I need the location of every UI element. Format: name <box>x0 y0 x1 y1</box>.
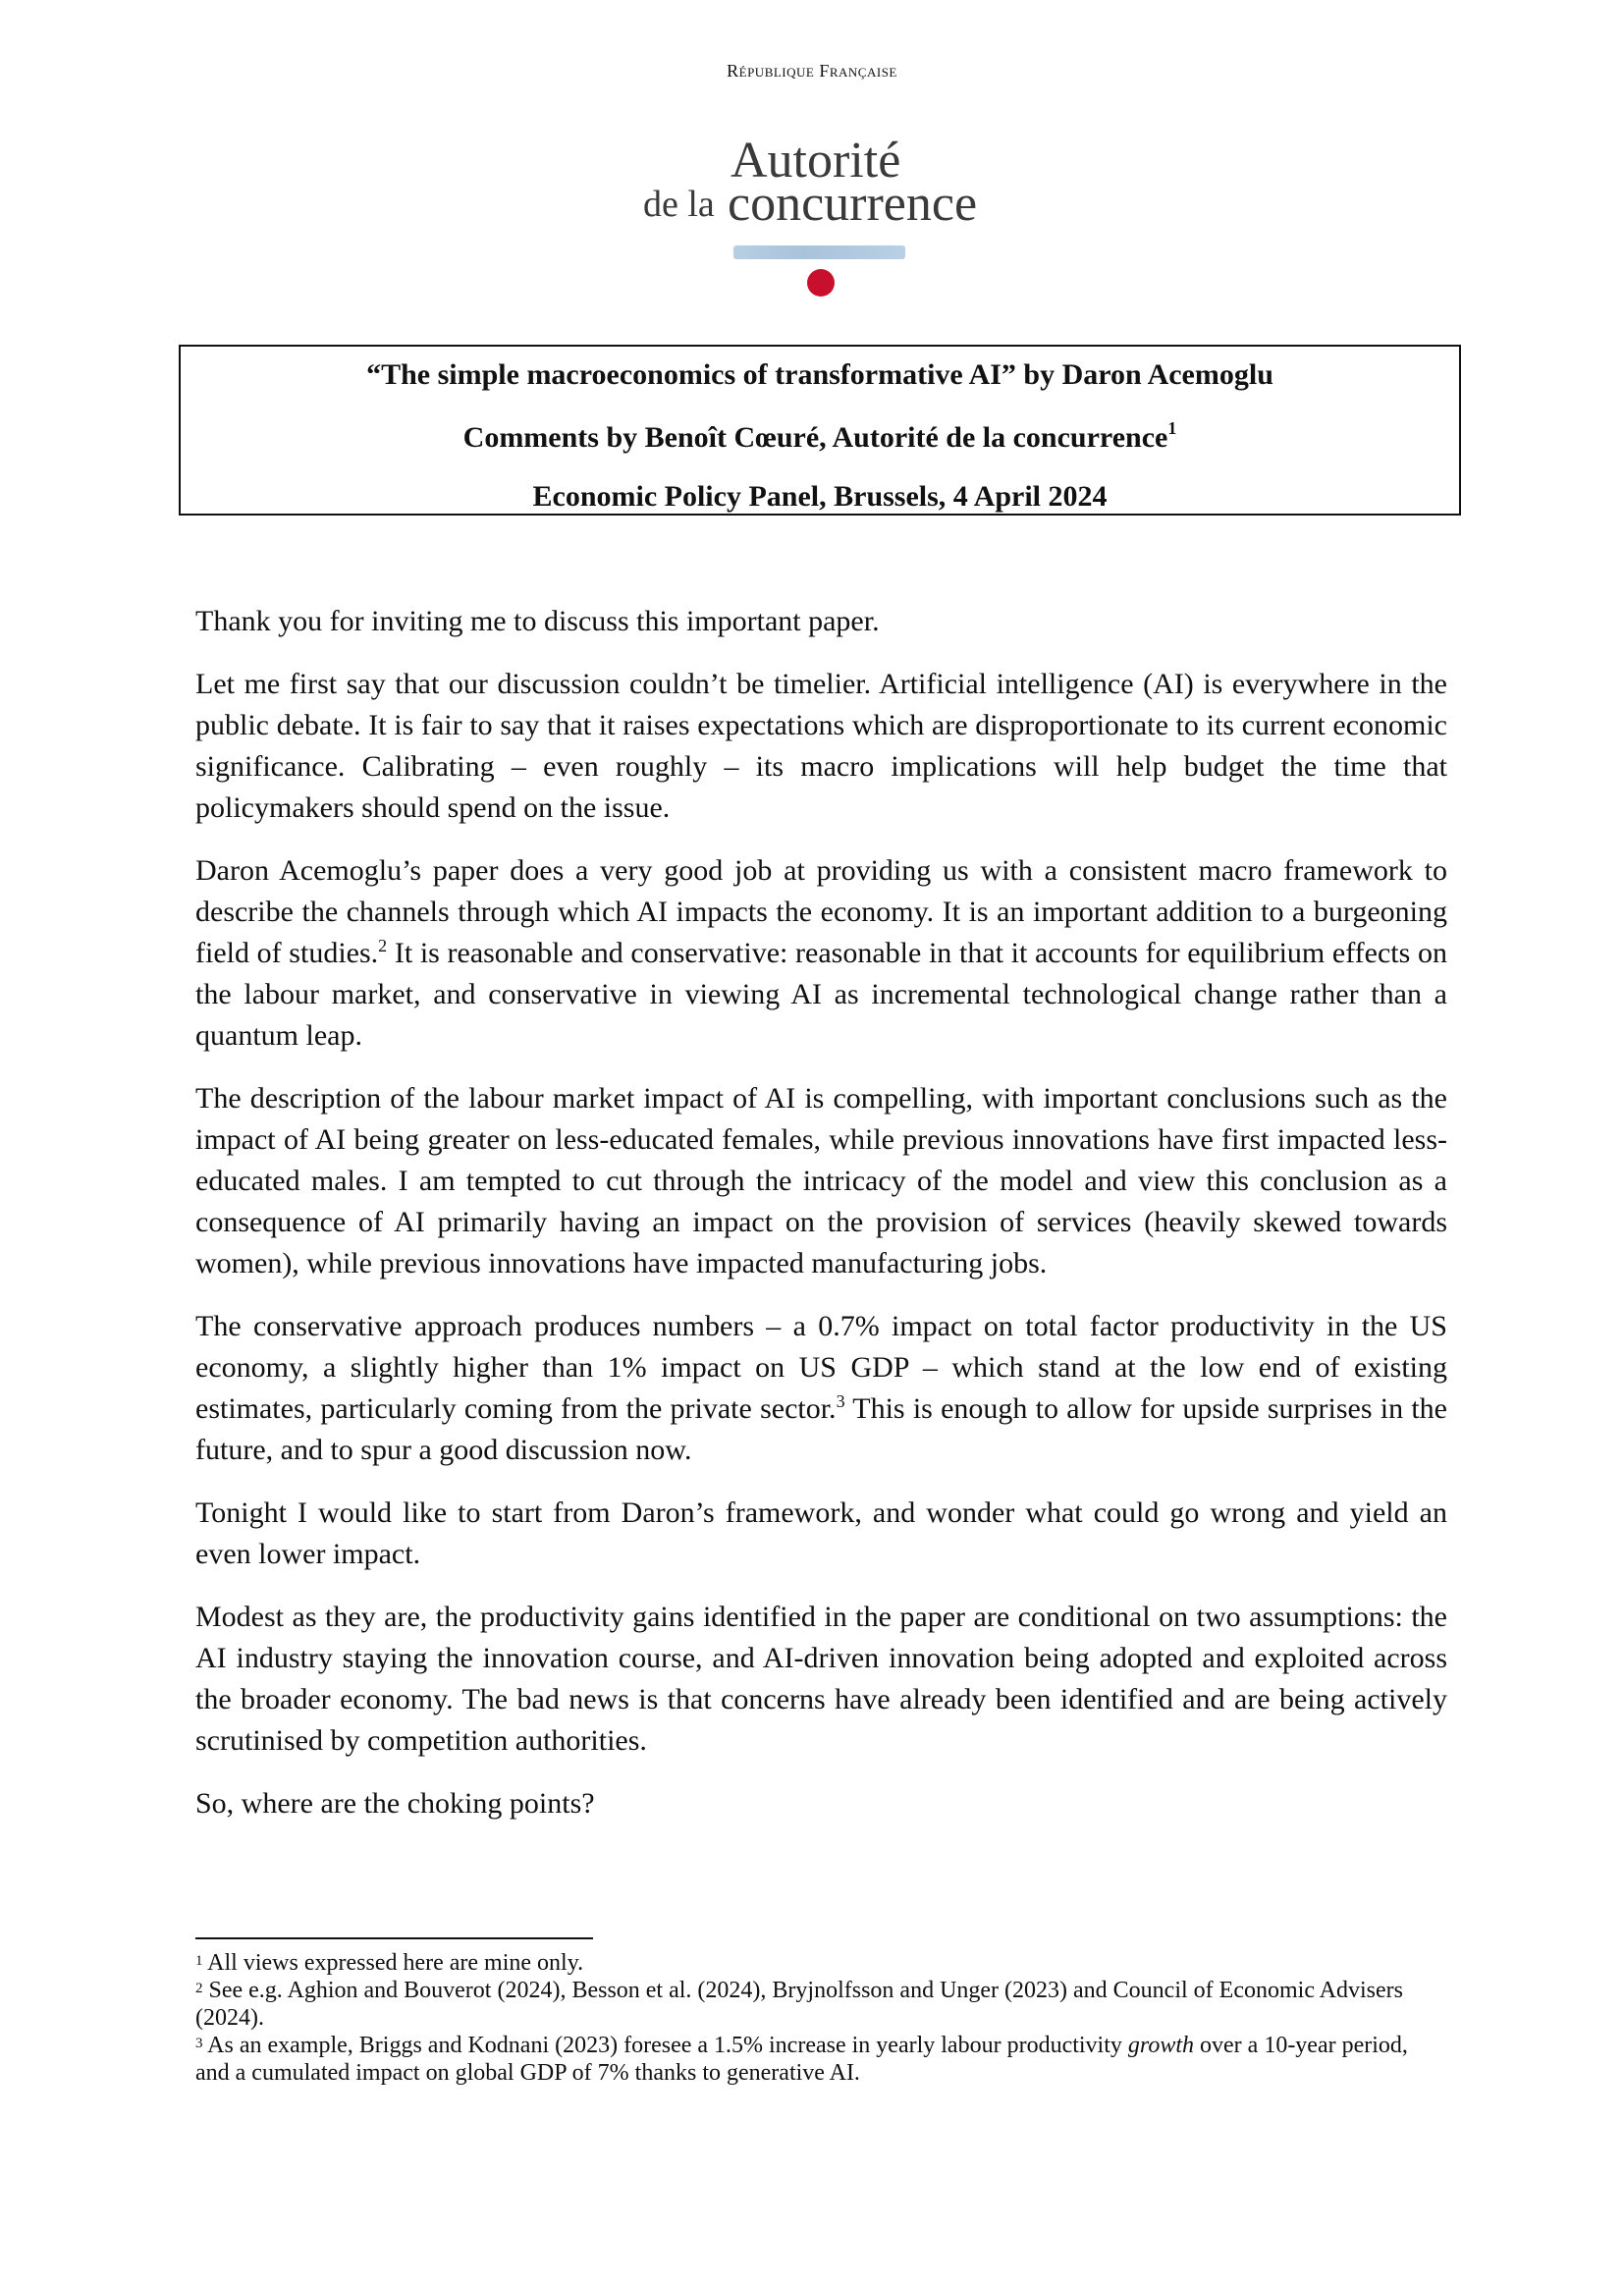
footnotes <box>195 1949 1447 2087</box>
autorite-logo <box>628 133 1021 307</box>
footnote-3-text-b: over a 10-year period, and a cumulated impact on global GDP of 7% thanks to generative AI. <box>195 2033 1408 2086</box>
paragraph-3-part-b: It is reasonable and conservative: reasonable in that it accounts for equilibrium effects on the labour market, and conservative in viewing AI as incremental technological change rather than a quantum leap. <box>195 937 1447 1052</box>
paragraph-6: Tonight I would like to start from Daron’s framework, and wonder what could go wrong and yield an even lower impact. <box>195 1496 1447 1570</box>
paragraph-3-part-a: Daron Acemoglu’s paper does a very good job at providing us with a consistent macro framework to describe the channels through which AI impacts the economy. It is an important addition to a burgeoning field of studies. <box>195 854 1447 969</box>
logo-blue-stripe <box>733 245 905 259</box>
footnote-3-italic: growth <box>1127 2033 1195 2058</box>
footnote-separator <box>195 1937 593 1939</box>
paragraph-1: Thank you for inviting me to discuss this important paper. <box>195 605 880 637</box>
logo-red-dot <box>807 269 835 297</box>
footnote-ref-3[interactable]: 3 <box>836 1391 845 1411</box>
footnote-2-text: See e.g. Aghion and Bouverot (2024), Besson et al. (2024), Bryjnolfsson and Unger (2023) and Council of Economic Advisers (2024). <box>195 1978 1403 2031</box>
title-box <box>179 345 1461 516</box>
commentator-line <box>181 418 1459 454</box>
footnote-1-text: All views expressed here are mine only. <box>202 1950 584 1976</box>
footnote-ref-1[interactable]: 1 <box>1167 418 1177 438</box>
body-text <box>195 601 1447 1846</box>
footnote-1 <box>195 1949 1447 1977</box>
logo-dela-text: de la <box>643 184 715 225</box>
paragraph-2: Let me first say that our discussion couldn’t be timelier. Artificial intelligence (AI) is everywhere in the public debate. It is fair to say that it raises expectations which are disproportionate to its current economic significance. Calibrating – even roughly – its macro implications will help budget the time that policymakers should spend on the issue. <box>195 668 1447 824</box>
footnote-3-text-a: As an example, Briggs and Kodnani (2023) foresee a 1.5% increase in yearly labour productivity <box>202 2033 1128 2058</box>
paragraph-5 <box>195 1306 1447 1471</box>
paragraph-7: Modest as they are, the productivity gains identified in the paper are conditional on two assumptions: the AI industry staying the innovation course, and AI-driven innovation being adopted and exploited across the broader economy. The bad news is that concerns have already been identified and are being actively scrutinised by competition authorities. <box>195 1601 1447 1757</box>
paragraph-4: The description of the labour market impact of AI is compelling, with important conclusions such as the impact of AI being greater on less-educated females, while previous innovations have first impacted less-educated males. I am tempted to cut through the intricacy of the model and view this conclusion as a consequence of AI primarily having an impact on the provision of services (heavily skewed towards women), while previous innovations have impacted manufacturing jobs. <box>195 1082 1447 1279</box>
paragraph-8: So, where are the choking points? <box>195 1787 595 1820</box>
republique-francaise-header: République Française <box>727 61 897 81</box>
logo-autorite-text: Autorité <box>731 133 901 189</box>
footnote-2 <box>195 1977 1447 2032</box>
event-line: Economic Policy Panel, Brussels, 4 April 2024 <box>532 480 1108 513</box>
paragraph-5-part-a: The conservative approach produces numbers – a 0.7% impact on total factor productivity in the US economy, a slightly higher than 1% impact on US GDP – which stand at the low end of existing estimates, particularly coming from the private sector. <box>195 1310 1447 1425</box>
footnote-3-number: 3 <box>195 2036 203 2051</box>
paper-title: “The simple macroeconomics of transformative AI” by Daron Acemoglu <box>366 358 1273 391</box>
footnote-3 <box>195 2032 1447 2087</box>
commentator-text: Comments by Benoît Cœuré, Autorité de la concurrence <box>462 421 1168 454</box>
logo-concurrence-text: concurrence <box>728 176 978 232</box>
paragraph-3 <box>195 850 1447 1057</box>
footnote-1-number: 1 <box>195 1953 203 1969</box>
footnote-ref-2[interactable]: 2 <box>378 936 388 955</box>
footnote-2-number: 2 <box>195 1981 203 1996</box>
paragraph-5-part-b: This is enough to allow for upside surprises in the future, and to spur a good discussion now. <box>195 1392 1447 1466</box>
